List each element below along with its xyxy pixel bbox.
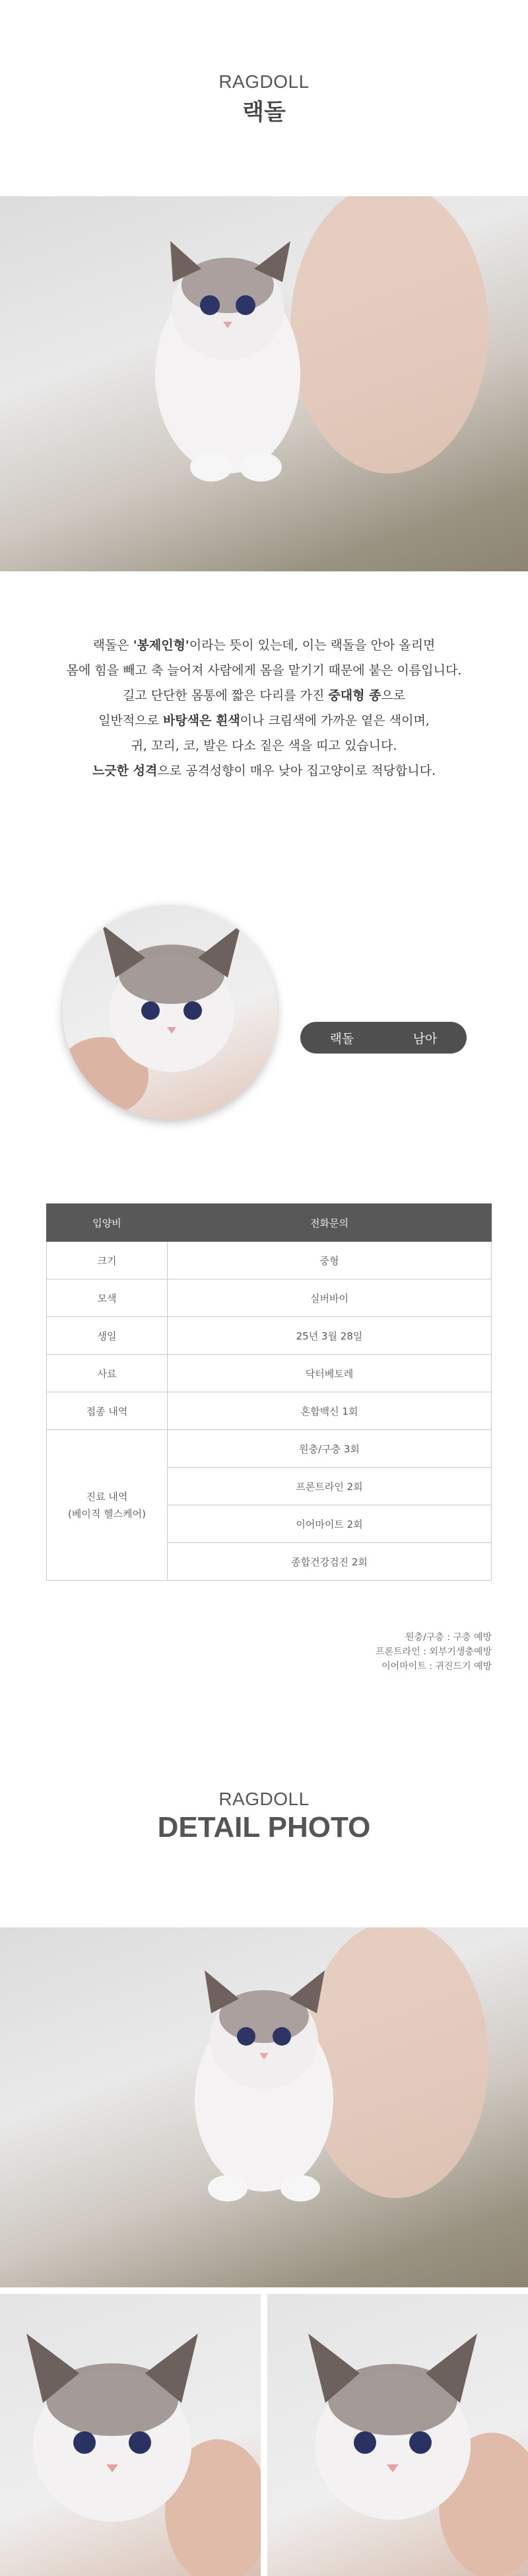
description-line-1: 랙돌은 '봉제인형'이라는 뜻이 있는데, 이는 랙돌을 안아 올리면: [92, 638, 436, 653]
size-label: 크기: [47, 1242, 168, 1279]
vaccine-value: 혼합백신 1회: [168, 1392, 492, 1430]
info-table: [46, 1203, 492, 1581]
kitten-image: [267, 2294, 528, 2576]
kitten-image: [0, 1927, 528, 2287]
kitten-image: [0, 196, 528, 571]
birth-value: 25년 3월 28일: [168, 1317, 492, 1355]
note-line: 원충/구충 : 구충 예방: [405, 1632, 492, 1643]
kitten-face-image: [63, 905, 277, 1120]
table-row: [47, 1279, 492, 1317]
page-title-korean: 랙돌: [242, 99, 286, 125]
note-line: 프론트라인 : 외부기생충예방: [376, 1647, 492, 1657]
size-value: 중형: [168, 1242, 492, 1279]
page-header: [0, 71, 528, 126]
detail-photo-left: [0, 2294, 261, 2576]
hero-photo: [0, 196, 528, 571]
breed-label: 랙돌: [329, 1031, 354, 1046]
table-row: [47, 1430, 492, 1468]
description-line-5: 귀, 꼬리, 코, 발은 다소 짙은 색을 띠고 있습니다.: [131, 738, 397, 753]
breed-description: [0, 633, 528, 783]
table-row: [47, 1355, 492, 1392]
food-value: 닥터베토레: [168, 1355, 492, 1392]
description-line-6: 느긋한 성격으로 공격성향이 매우 낮아 집고양이로 적당합니다.: [92, 764, 436, 778]
table-row: [47, 1204, 492, 1242]
description-line-2: 몸에 힘을 빼고 축 늘어져 사람에게 몸을 맡기기 때문에 붙은 이름입니다.: [66, 663, 462, 678]
table-row: [47, 1392, 492, 1430]
detail-header: [0, 1789, 528, 1844]
care-notes: [376, 1630, 492, 1674]
color-value: 실버바이: [168, 1279, 492, 1317]
care-item: 종합건강검진 2회: [168, 1543, 492, 1581]
kitten-image: [0, 2294, 261, 2576]
price-label: 입양비: [47, 1204, 168, 1242]
profile-photo: [63, 905, 277, 1120]
table-row: [47, 1317, 492, 1355]
page-title-english: RAGDOLL: [218, 71, 310, 92]
detail-photo-large: [0, 1927, 528, 2287]
birth-label: 생일: [47, 1317, 168, 1355]
detail-photo-right: [267, 2294, 528, 2576]
vaccine-label: 접종 내역: [47, 1392, 168, 1430]
gender-label: 남아: [412, 1031, 438, 1046]
care-item: 이어마이트 2회: [168, 1505, 492, 1543]
table-row: [47, 1242, 492, 1279]
breed-gender-badge: [300, 1022, 467, 1054]
detail-title-english: RAGDOLL: [218, 1789, 310, 1809]
note-line: 이어마이트 : 귀진드기 예방: [381, 1661, 492, 1672]
price-value: 전화문의: [168, 1204, 492, 1242]
description-line-4: 일반적으로 바탕색은 흰색이나 크림색에 가까운 옅은 색이며,: [98, 713, 430, 728]
detail-title: DETAIL PHOTO: [157, 1811, 371, 1843]
description-line-3: 길고 단단한 몸통에 짧은 다리를 가진 중대형 종으로: [122, 688, 406, 703]
color-label: 모색: [47, 1279, 168, 1317]
care-label: 진료 내역 (베이직 헬스케어): [47, 1430, 168, 1581]
care-item: 원충/구충 3회: [168, 1430, 492, 1468]
care-item: 프론트라인 2회: [168, 1468, 492, 1505]
food-label: 사료: [47, 1355, 168, 1392]
